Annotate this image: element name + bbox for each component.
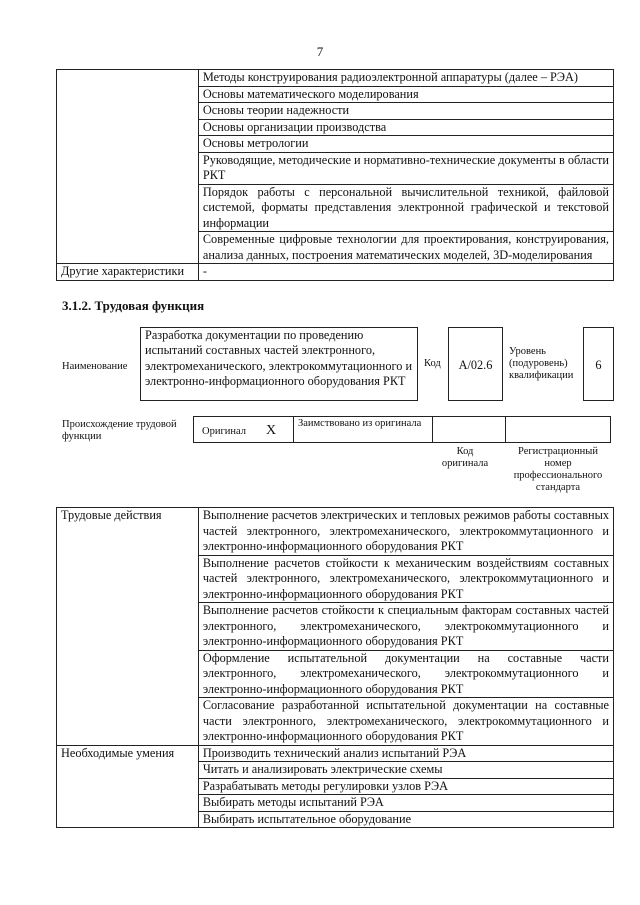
action-item: Выполнение расчетов стойкости к механическим воздействиям составных частей электронного, электромеханического, электрокоммутационного и электронно-информационного оборудования РКТ xyxy=(198,555,613,603)
table-row xyxy=(57,264,614,281)
knowledge-table xyxy=(56,69,614,281)
other-characteristics-value: - xyxy=(198,264,613,281)
divider xyxy=(432,417,433,442)
skill-item: Разрабатывать методы регулировки узлов РЭА xyxy=(198,778,613,795)
empty-label-cell xyxy=(57,70,199,264)
action-item: Согласование разработанной испытательной документации на составные части электронного, электромеханического, электрокоммутационного и электронно-информационного оборудования РКТ xyxy=(198,698,613,746)
reg-number-caption: Регистрационный номер профессионального стандарта xyxy=(513,446,603,493)
code-original-caption: Код оригинала xyxy=(441,446,489,469)
knowledge-item: Основы метрологии xyxy=(198,136,613,153)
origin-boxes xyxy=(193,416,611,443)
code-label: Код xyxy=(424,358,441,369)
borrowed-label: Заимствовано из оригинала xyxy=(298,418,422,429)
table-row xyxy=(57,745,614,762)
knowledge-item: Руководящие, методические и нормативно-технические документы в области РКТ xyxy=(198,152,613,184)
divider xyxy=(293,417,294,442)
actions-table xyxy=(56,507,614,828)
skill-item: Читать и анализировать электрические схемы xyxy=(198,762,613,779)
code-box xyxy=(448,327,503,401)
table-row xyxy=(57,508,614,556)
skills-label: Необходимые умения xyxy=(57,745,199,828)
action-item: Выполнение расчетов стойкости к специальным факторам составных частей электронного, электромеханического, электрокоммутационного и электронно-информационного оборудования РКТ xyxy=(198,603,613,651)
level-label: Уровень (подуровень) квалификации xyxy=(509,346,574,381)
level-box xyxy=(583,327,614,401)
code-value: A/02.6 xyxy=(458,358,493,372)
divider xyxy=(505,417,506,442)
skill-item: Производить технический анализ испытаний РЭА xyxy=(198,745,613,762)
level-value: 6 xyxy=(595,358,602,372)
action-item: Оформление испытательной документации на составные части электронного, электромеханического, электрокоммутационного и электронно-информационного оборудования РКТ xyxy=(198,650,613,698)
knowledge-item: Методы конструирования радиоэлектронной аппаратуры (далее – РЭА) xyxy=(198,70,613,87)
name-label: Наименование xyxy=(62,361,128,372)
knowledge-item: Порядок работы с персональной вычислительной техникой, файловой системой, форматы представления электронной графической и текстовой информации xyxy=(198,184,613,232)
skill-item: Выбирать испытательное оборудование xyxy=(198,811,613,828)
function-name-box xyxy=(140,327,418,401)
knowledge-item: Основы организации производства xyxy=(198,119,613,136)
knowledge-item: Современные цифровые технологии для проектирования, конструирования, анализа данных, построения математических моделей, 3D-моделирования xyxy=(198,232,613,264)
section-title: 3.1.2. Трудовая функция xyxy=(62,298,205,313)
table-row xyxy=(57,70,614,87)
function-name-value: Разработка документации по проведению испытаний составных частей электронного, электромеханического, электрокоммутационного и электронно-информационного оборудования РКТ xyxy=(145,328,413,388)
page-number: 7 xyxy=(316,44,324,59)
original-mark: X xyxy=(266,423,277,438)
skill-item: Выбирать методы испытаний РЭА xyxy=(198,795,613,812)
original-label: Оригинал xyxy=(202,426,246,437)
action-item: Выполнение расчетов электрических и тепловых режимов работы составных частей электронного, электромеханического, электрокоммутационного и электронно-информационного оборудования РКТ xyxy=(198,508,613,556)
knowledge-item: Основы математического моделирования xyxy=(198,86,613,103)
actions-label: Трудовые действия xyxy=(57,508,199,746)
origin-label: Происхождение трудовой функции xyxy=(62,419,177,442)
other-characteristics-label: Другие характеристики xyxy=(57,264,199,281)
knowledge-item: Основы теории надежности xyxy=(198,103,613,120)
